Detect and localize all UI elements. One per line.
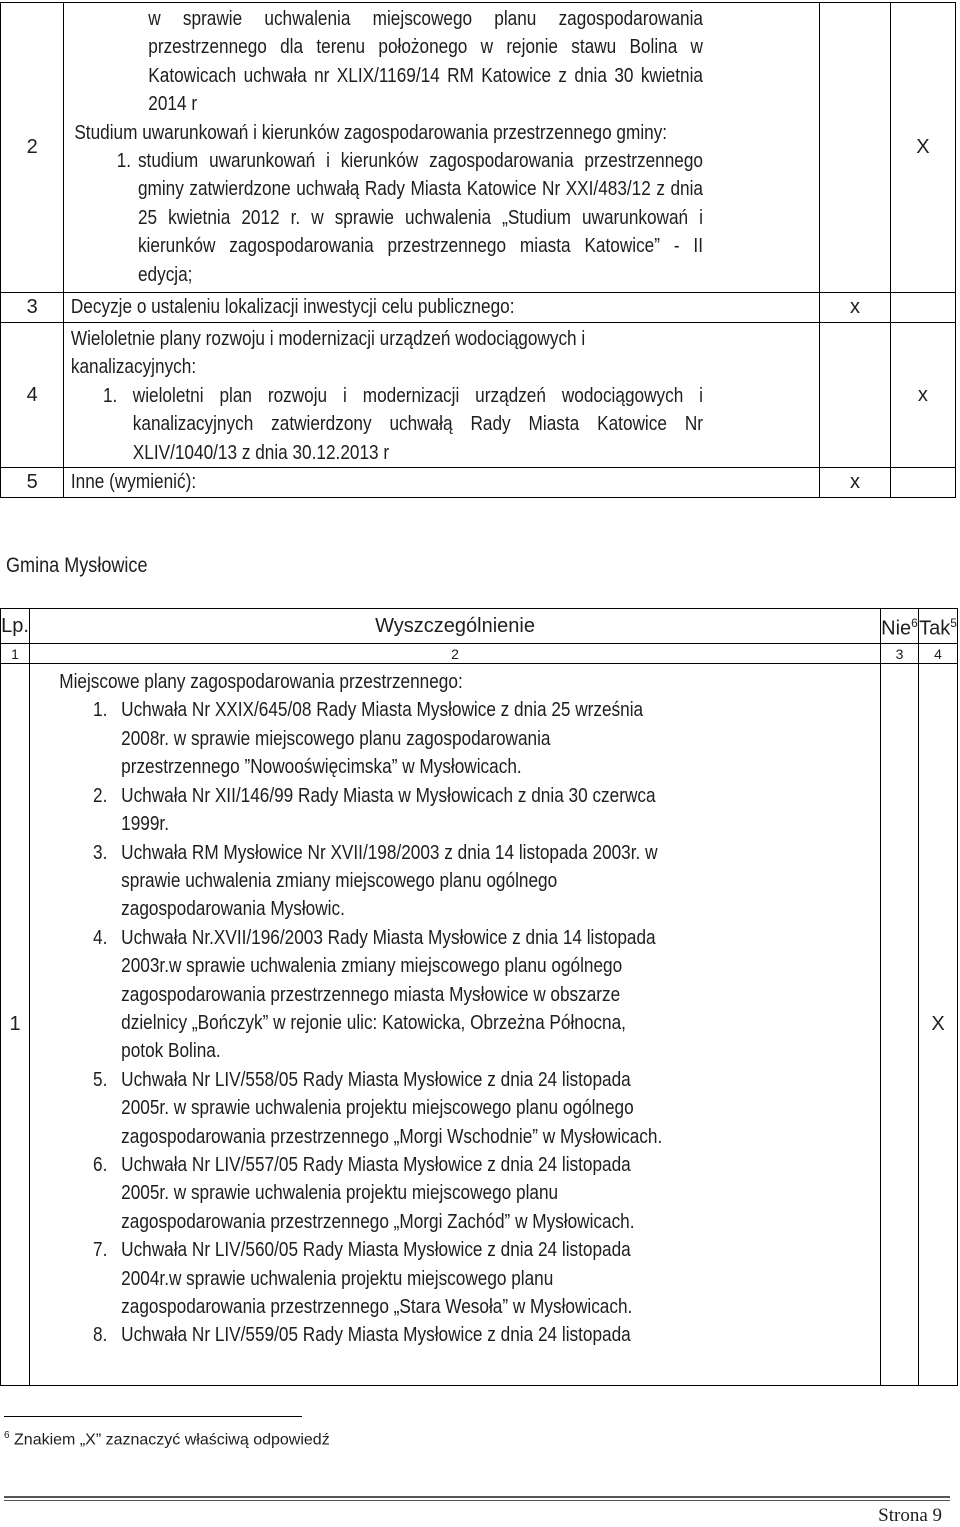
nie-cell: [820, 3, 890, 293]
list-item: 6. Uchwała Nr LIV/557/05 Rady Miasta Mysłowice z dnia 24 listopada 2005r. w sprawie uchwalenia projektu miejscowego planu zagospodarowania przestrzennego „Morgi Zachód” w Mysłowicach.: [93, 1153, 635, 1233]
tak-cell: [890, 293, 955, 323]
nie-mark: x: [849, 296, 860, 319]
myslowice-table: [0, 608, 958, 1386]
list-item: 7. Uchwała Nr LIV/560/05 Rady Miasta Mysłowice z dnia 24 listopada 2004r.w sprawie uchwalenia projektu miejscowego planu zagospodarowania przestrzennego „Stara Wesoła” w Mysłowicach.: [93, 1239, 633, 1318]
table-row: [1, 323, 956, 468]
column-number-row: [1, 644, 958, 664]
col-number: 4: [918, 644, 957, 664]
studium-heading: Studium uwarunkowań i kierunków zagospodarowania przestrzennego gminy:: [74, 121, 668, 144]
tak-mark: X: [931, 1013, 945, 1036]
footnote-text: Znakiem „X” zaznaczyć właściwą odpowiedź: [14, 1431, 330, 1449]
header-lp: Lp.: [1, 609, 30, 644]
footnote-separator: [4, 1416, 302, 1417]
page-number: Strona 9: [878, 1505, 942, 1526]
nie-cell: [881, 664, 919, 1386]
lp-cell: 4: [1, 323, 64, 468]
nie-cell: [820, 468, 890, 498]
table-row: [1, 3, 956, 293]
col-number: 3: [881, 644, 919, 664]
plan-list: [30, 696, 761, 1349]
description-cell: [64, 323, 820, 468]
list-item: 2. Uchwała Nr XII/146/99 Rady Miasta w Mysłowicach z dnia 30 czerwca 1999r.: [93, 784, 656, 836]
section-heading: Gmina Mysłowice: [6, 554, 148, 577]
footnote: [4, 1430, 330, 1449]
header-description: Wyszczególnienie: [30, 609, 881, 644]
lp-cell: 3: [1, 293, 64, 323]
nie-cell: [820, 323, 890, 468]
list-item: 1. wieloletni plan rozwoju i modernizacji urządzeń wodociągowych i kanalizacyjnych zatwierdzony uchwałą Rady Miasta Katowice Nr XLIV/1040/13 z dnia 30.12.2013 r: [103, 384, 704, 464]
description-cell: Inne (wymienić):: [64, 468, 820, 498]
footer-rule: [4, 1500, 950, 1501]
description-cell: [30, 664, 881, 1386]
tak-cell: [890, 3, 955, 293]
plans-heading: Wieloletnie plany rozwoju i modernizacji urządzeń wodociągowych i kanalizacyjnych:: [71, 328, 586, 379]
list-item: 3. Uchwała RM Mysłowice Nr XVII/198/2003 z dnia 14 listopada 2003r. w sprawie uchwalenia zmiany miejscowego planu ogólnego zagospodarowania Mysłowic.: [93, 841, 658, 921]
tak-cell: [890, 323, 955, 468]
plan-paragraph: w sprawie uchwalenia miejscowego planu zagospodarowania przestrzennego dla terenu położonego w rejonie stawu Bolina w Katowicach uchwała nr XLIX/1169/14 RM Katowice z dnia 30 kwietnia 2014 r: [148, 8, 704, 116]
list-item: 1. studium uwarunkowań i kierunków zagospodarowania przestrzennego gminy zatwierdzone uchwałą Rady Miasta Katowice Nr XXI/483/12 z dnia 25 kwietnia 2012 r. w sprawie uchwalenia „Studium uwarunkowań i kierunków zagospodarowania przestrzennego miasta Katowice” - II edycja;: [116, 150, 704, 286]
col-number: 2: [30, 644, 881, 664]
tak-cell: [918, 664, 957, 1386]
tak-mark: x: [917, 383, 928, 406]
list-item: 8. Uchwała Nr LIV/559/05 Rady Miasta Mysłowice z dnia 24 listopada: [93, 1324, 631, 1347]
col-number: 1: [1, 644, 30, 664]
lp-cell: 2: [1, 3, 64, 293]
tak-cell: [890, 468, 955, 498]
table-row: [1, 664, 958, 1386]
nie-cell: [820, 293, 890, 323]
lp-cell: 1: [1, 664, 30, 1386]
table-row: [1, 468, 956, 498]
nie-mark: x: [849, 471, 860, 494]
footnote-marker: 6: [4, 1430, 10, 1441]
lp-cell: 5: [1, 468, 64, 498]
header-nie: Nie$^6$: [881, 609, 919, 644]
footer-rule: [4, 1496, 950, 1498]
header-tak: Tak$^5$: [918, 609, 957, 644]
list-item: 1. Uchwała Nr XXIX/645/08 Rady Miasta Mysłowice z dnia 25 września 2008r. w sprawie miejscowego planu zagospodarowania przestrzennego ”Nowooświęcimska” w Mysłowicach.: [93, 699, 644, 779]
list-item: 5. Uchwała Nr LIV/558/05 Rady Miasta Mysłowice z dnia 24 listopada 2005r. w sprawie uchwalenia projektu miejscowego planu ogólnego zagospodarowania przestrzennego „Morgi Wschodnie” w Mysłowicach.: [93, 1068, 663, 1148]
description-cell: Decyzje o ustaleniu lokalizacji inwestycji celu publicznego:: [64, 293, 820, 323]
katowice-table: [0, 2, 956, 498]
header-row: [1, 609, 958, 644]
list-item: 4. Uchwała Nr.XVII/196/2003 Rady Miasta Mysłowice z dnia 14 listopada 2003r.w sprawie uchwalenia zmiany miejscowego planu ogólnego zagospodarowania przestrzennego miasta Mysłowice w obszarze dzielnicy „Bończyk” w rejonie ulic: Katowicka, Obrzeżna Północna, potok Bolina.: [93, 926, 656, 1063]
table-row: [1, 293, 956, 323]
tak-mark: X: [916, 136, 930, 159]
plans-heading: Miejscowe plany zagospodarowania przestrzennego:: [59, 671, 463, 694]
description-cell: [64, 3, 820, 293]
